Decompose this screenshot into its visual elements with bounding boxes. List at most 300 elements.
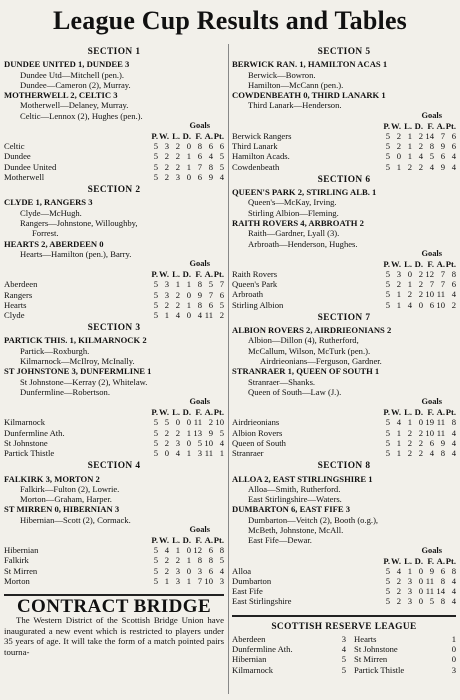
home-score: 5 bbox=[341, 654, 347, 665]
table-cell: 6 bbox=[440, 565, 445, 576]
column-header: D. bbox=[414, 258, 423, 269]
team-name: Raith Rovers bbox=[232, 269, 278, 280]
section-7-block bbox=[232, 313, 456, 458]
table-cell: 4 bbox=[451, 576, 456, 587]
reserve-league-heading: SCOTTISH RESERVE LEAGUE bbox=[271, 621, 417, 632]
table-cell: 1 bbox=[186, 555, 191, 566]
table-cell: 2 bbox=[407, 437, 412, 448]
column-header: W. bbox=[391, 120, 401, 131]
team-name: Dundee United bbox=[4, 161, 57, 172]
away-team: Partick Thistle bbox=[354, 664, 405, 675]
table-row bbox=[232, 634, 456, 644]
scorers-line: Albion—Dillon (4), Rutherford, bbox=[248, 335, 359, 346]
column-header: D. bbox=[414, 555, 423, 566]
table-cell: 5 bbox=[153, 309, 158, 320]
table-cell: 2 bbox=[418, 141, 423, 152]
scorers-line: Kilmarnock—McIlroy, McInally. bbox=[20, 356, 135, 367]
away-team: St Mirren bbox=[354, 654, 388, 665]
table-cell: 0 bbox=[186, 289, 191, 300]
team-name: Clyde bbox=[4, 309, 25, 320]
table-cell: 2 bbox=[396, 141, 401, 152]
table-cell: 1 bbox=[186, 575, 191, 586]
table-cell: 0 bbox=[418, 596, 423, 607]
table-cell: 2 bbox=[407, 161, 412, 172]
table-cell: 1 bbox=[175, 545, 180, 556]
section-8-table bbox=[232, 556, 456, 607]
table-cell: 1 bbox=[396, 427, 401, 438]
home-score: 3 bbox=[341, 633, 347, 644]
table-cell: 8 bbox=[440, 596, 445, 607]
column-header: L. bbox=[172, 535, 180, 546]
team-column-header bbox=[232, 556, 379, 566]
goals-label: Goals bbox=[421, 248, 442, 258]
goals-label: Goals bbox=[189, 259, 210, 269]
table-cell: 6 bbox=[208, 545, 213, 556]
scorers-line: East Fife—Dewar. bbox=[248, 535, 312, 546]
table-row bbox=[232, 566, 456, 576]
table-cell: 1 bbox=[407, 151, 412, 162]
table-cell: 5 bbox=[153, 151, 158, 162]
team-name: Queen's Park bbox=[232, 279, 278, 290]
table-cell: 5 bbox=[385, 269, 390, 280]
column-header: D. bbox=[182, 131, 191, 142]
match-result: COWDENBEATH 0, THIRD LANARK 1 bbox=[232, 90, 386, 101]
table-cell: 3 bbox=[175, 575, 180, 586]
section-7-table bbox=[232, 407, 456, 458]
column-header: L. bbox=[172, 131, 180, 142]
scorers-line: Raith—Gardner, Lyall (3). bbox=[248, 228, 340, 239]
team-name: Motherwell bbox=[4, 171, 45, 182]
table-cell: 5 bbox=[385, 161, 390, 172]
team-name: Berwick Rangers bbox=[232, 130, 292, 141]
table-cell: 0 bbox=[186, 171, 191, 182]
table-row bbox=[4, 545, 224, 555]
scorers-line: Dumbarton—Veitch (2), Booth (o.g.), bbox=[248, 514, 379, 525]
section-2-block bbox=[4, 185, 224, 320]
section-6-table bbox=[232, 259, 456, 310]
column-header: L. bbox=[172, 407, 180, 418]
table-cell: 6 bbox=[440, 151, 445, 162]
section-8-heading: SECTION 8 bbox=[317, 461, 371, 472]
table-cell: 1 bbox=[396, 161, 401, 172]
team-name: Arbroath bbox=[232, 289, 264, 300]
table-cell: 5 bbox=[385, 596, 390, 607]
table-cell: 5 bbox=[153, 448, 158, 459]
table-cell: 0 bbox=[186, 565, 191, 576]
table-cell: 2 bbox=[175, 289, 180, 300]
table-cell: 1 bbox=[407, 417, 412, 428]
goals-label: Goals bbox=[189, 525, 210, 535]
scorers-line: Rangers—Johnstone, Willoughby, bbox=[20, 217, 138, 228]
section-3-block bbox=[4, 323, 224, 458]
column-header: F. bbox=[427, 407, 434, 418]
table-cell: 1 bbox=[186, 279, 191, 290]
table-row bbox=[232, 162, 456, 172]
team-name: Hearts bbox=[4, 299, 27, 310]
team-name: Celtic bbox=[4, 141, 25, 152]
table-cell: 11 bbox=[204, 448, 213, 459]
column-header: W. bbox=[159, 535, 169, 546]
table-cell: 4 bbox=[396, 565, 401, 576]
column-header: Pt. bbox=[213, 269, 224, 280]
table-cell: 4 bbox=[451, 596, 456, 607]
match-result: ST MIRREN 0, HIBERNIAN 3 bbox=[4, 504, 120, 515]
table-cell: 4 bbox=[396, 417, 401, 428]
column-header: L. bbox=[172, 269, 180, 280]
section-4-block bbox=[4, 461, 224, 586]
table-cell: 8 bbox=[208, 161, 213, 172]
scorers-line: Stranraer—Shanks. bbox=[248, 376, 316, 387]
scorers-line: Alloa—Smith, Rutherford. bbox=[248, 483, 341, 494]
table-cell: 2 bbox=[175, 299, 180, 310]
table-cell: 2 bbox=[418, 161, 423, 172]
table-cell: 2 bbox=[219, 309, 224, 320]
team-column-header bbox=[232, 259, 379, 269]
table-cell: 10 bbox=[425, 427, 434, 438]
scorers-line: Hibernian—Scott (2), Cormack. bbox=[20, 514, 131, 525]
table-cell: 3 bbox=[407, 576, 412, 587]
table-cell: 0 bbox=[186, 437, 191, 448]
column-header: P. bbox=[383, 407, 390, 418]
table-cell: 3 bbox=[175, 171, 180, 182]
away-score: 3 bbox=[451, 664, 456, 675]
table-cell: 3 bbox=[175, 437, 180, 448]
table-header-row bbox=[4, 407, 224, 417]
table-cell: 2 bbox=[175, 161, 180, 172]
column-header: W. bbox=[391, 555, 401, 566]
team-name: Dunfermline Ath. bbox=[4, 427, 65, 438]
table-cell: 2 bbox=[418, 289, 423, 300]
scorers-line: Arbroath—Henderson, Hughes. bbox=[248, 238, 358, 249]
table-cell: 5 bbox=[385, 576, 390, 587]
table-cell: 3 bbox=[197, 448, 202, 459]
table-cell: 5 bbox=[385, 279, 390, 290]
table-cell: 2 bbox=[418, 437, 423, 448]
table-cell: 3 bbox=[164, 279, 169, 290]
table-cell: 2 bbox=[164, 299, 169, 310]
table-cell: 6 bbox=[208, 141, 213, 152]
table-cell: 7 bbox=[208, 289, 213, 300]
scorers-line: Hamilton—McCann (pen.). bbox=[248, 79, 344, 90]
table-cell: 9 bbox=[429, 565, 434, 576]
scorers-line: Dundee—Cameron (2), Murray. bbox=[20, 79, 131, 90]
home-team: Dunfermline Ath. bbox=[232, 644, 293, 655]
team-column-header bbox=[232, 407, 379, 417]
table-cell: 1 bbox=[164, 575, 169, 586]
table-cell: 1 bbox=[219, 448, 224, 459]
column-header: F. bbox=[195, 131, 202, 142]
table-cell: 5 bbox=[219, 427, 224, 438]
home-team: Kilmarnock bbox=[232, 664, 274, 675]
page-headline: League Cup Results and Tables bbox=[52, 6, 408, 35]
column-header: L. bbox=[404, 120, 412, 131]
table-cell: 0 bbox=[407, 269, 412, 280]
table-cell: 19 bbox=[425, 417, 434, 428]
team-column-header bbox=[4, 407, 147, 417]
match-result: ALLOA 2, EAST STIRLINGSHIRE 1 bbox=[232, 473, 373, 484]
scorers-line: St Johnstone—Kerray (2), Whitelaw. bbox=[20, 376, 148, 387]
table-cell: 5 bbox=[153, 171, 158, 182]
column-header: A. bbox=[436, 407, 445, 418]
table-cell: 7 bbox=[440, 279, 445, 290]
column-header: D. bbox=[182, 269, 191, 280]
team-name: Dumbarton bbox=[232, 576, 272, 587]
table-cell: 6 bbox=[451, 279, 456, 290]
table-cell: 9 bbox=[208, 427, 213, 438]
scorers-line: Hearts—Hamilton (pen.), Barry. bbox=[20, 248, 132, 259]
table-cell: 2 bbox=[418, 130, 423, 141]
table-cell: 5 bbox=[385, 586, 390, 597]
table-cell: 4 bbox=[175, 309, 180, 320]
column-header: F. bbox=[195, 535, 202, 546]
section-2-heading: SECTION 2 bbox=[87, 185, 141, 196]
table-header-row bbox=[232, 407, 456, 417]
table-cell: 11 bbox=[436, 427, 445, 438]
table-cell: 4 bbox=[219, 171, 224, 182]
table-cell: 4 bbox=[418, 151, 423, 162]
table-cell: 4 bbox=[429, 161, 434, 172]
table-row bbox=[232, 269, 456, 279]
table-cell: 1 bbox=[396, 448, 401, 459]
match-result: PARTICK THIS. 1, KILMARNOCK 2 bbox=[4, 335, 147, 346]
match-result: FALKIRK 3, MORTON 2 bbox=[4, 473, 100, 484]
table-cell: 11 bbox=[425, 576, 434, 587]
table-cell: 8 bbox=[440, 576, 445, 587]
column-header: Pt. bbox=[213, 131, 224, 142]
table-cell: 6 bbox=[219, 289, 224, 300]
section-7-heading: SECTION 7 bbox=[317, 312, 371, 323]
table-row bbox=[4, 438, 224, 448]
scorers-line: Forrest. bbox=[32, 228, 59, 239]
home-score: 4 bbox=[341, 644, 347, 655]
away-score: 1 bbox=[451, 633, 456, 644]
table-cell: 3 bbox=[164, 289, 169, 300]
table-cell: 2 bbox=[175, 151, 180, 162]
table-row bbox=[4, 555, 224, 565]
reserve-league-table bbox=[232, 634, 456, 675]
table-cell: 5 bbox=[219, 161, 224, 172]
table-cell: 1 bbox=[396, 289, 401, 300]
table-row bbox=[4, 576, 224, 586]
column-header: D. bbox=[414, 407, 423, 418]
home-score: 5 bbox=[341, 664, 347, 675]
table-row bbox=[4, 300, 224, 310]
table-row bbox=[4, 141, 224, 151]
scorers-line: Partick—Roxburgh. bbox=[20, 345, 90, 356]
table-cell: 0 bbox=[396, 151, 401, 162]
scorers-line: McBeth, Johnstone, McAll. bbox=[248, 525, 344, 536]
column-header: Pt. bbox=[213, 407, 224, 418]
table-cell: 10 bbox=[204, 575, 213, 586]
table-row bbox=[4, 448, 224, 458]
section-5-table bbox=[232, 121, 456, 172]
table-cell: 7 bbox=[440, 130, 445, 141]
column-header: A. bbox=[204, 269, 213, 280]
table-cell: 3 bbox=[175, 565, 180, 576]
team-name: Partick Thistle bbox=[4, 448, 55, 459]
column-header: W. bbox=[391, 258, 401, 269]
section-4-heading: SECTION 4 bbox=[87, 461, 141, 472]
table-cell: 9 bbox=[440, 141, 445, 152]
team-name: Falkirk bbox=[4, 555, 29, 566]
table-cell: 11 bbox=[436, 289, 445, 300]
column-header: W. bbox=[159, 269, 169, 280]
table-cell: 4 bbox=[451, 586, 456, 597]
scorers-line: Airdrieonians—Ferguson, Gardner. bbox=[260, 356, 382, 367]
table-row bbox=[232, 151, 456, 161]
table-cell: 5 bbox=[153, 545, 158, 556]
table-cell: 8 bbox=[451, 417, 456, 428]
table-cell: 4 bbox=[451, 151, 456, 162]
table-cell: 2 bbox=[396, 576, 401, 587]
table-cell: 5 bbox=[164, 417, 169, 428]
team-column-header bbox=[4, 535, 147, 545]
table-cell: 5 bbox=[219, 151, 224, 162]
team-name: Hamilton Acads. bbox=[232, 151, 290, 162]
section-2-table bbox=[4, 269, 224, 320]
table-cell: 7 bbox=[197, 575, 202, 586]
table-cell: 6 bbox=[197, 171, 202, 182]
scorers-line: Third Lanark—Henderson. bbox=[248, 100, 342, 111]
team-name: Cowdenbeath bbox=[232, 161, 280, 172]
table-cell: 5 bbox=[153, 575, 158, 586]
column-header: P. bbox=[383, 555, 390, 566]
scorers-line: McCallum, Wilson, McTurk (pen.). bbox=[248, 345, 371, 356]
table-cell: 5 bbox=[153, 555, 158, 566]
table-cell: 8 bbox=[440, 448, 445, 459]
table-cell: 9 bbox=[208, 171, 213, 182]
section-1-block bbox=[4, 47, 224, 182]
table-cell: 11 bbox=[436, 417, 445, 428]
right-column bbox=[232, 44, 456, 677]
column-header: P. bbox=[151, 407, 158, 418]
table-cell: 0 bbox=[186, 545, 191, 556]
goals-label: Goals bbox=[421, 110, 442, 120]
column-header: Pt. bbox=[213, 535, 224, 546]
table-cell: 1 bbox=[407, 279, 412, 290]
table-header-row bbox=[4, 535, 224, 545]
section-6-block bbox=[232, 175, 456, 310]
table-cell: 5 bbox=[429, 596, 434, 607]
away-team: St Johnstone bbox=[354, 644, 398, 655]
table-cell: 11 bbox=[193, 417, 202, 428]
team-name: Rangers bbox=[4, 289, 33, 300]
team-name: Albion Rovers bbox=[232, 427, 283, 438]
scorers-line: Stirling Albion—Fleming. bbox=[248, 207, 339, 218]
goals-label: Goals bbox=[421, 545, 442, 555]
column-header: P. bbox=[151, 131, 158, 142]
table-cell: 2 bbox=[396, 596, 401, 607]
table-cell: 2 bbox=[175, 427, 180, 438]
table-cell: 8 bbox=[429, 141, 434, 152]
column-header: D. bbox=[182, 407, 191, 418]
table-cell: 4 bbox=[219, 565, 224, 576]
scorers-line: Dunfermline—Robertson. bbox=[20, 386, 110, 397]
table-cell: 0 bbox=[164, 448, 169, 459]
table-cell: 3 bbox=[407, 596, 412, 607]
team-column-header bbox=[232, 121, 379, 131]
table-cell: 5 bbox=[208, 279, 213, 290]
table-cell: 3 bbox=[219, 575, 224, 586]
section-1-heading: SECTION 1 bbox=[87, 47, 141, 57]
table-row bbox=[4, 279, 224, 289]
column-header: Pt. bbox=[445, 258, 456, 269]
away-score: 0 bbox=[451, 644, 456, 655]
column-header: P. bbox=[383, 120, 390, 131]
match-result: QUEEN'S PARK 2, STIRLING ALB. 1 bbox=[232, 187, 377, 198]
table-cell: 7 bbox=[219, 279, 224, 290]
table-cell: 10 bbox=[425, 289, 434, 300]
section-3-table bbox=[4, 407, 224, 458]
team-name: Kilmarnock bbox=[4, 417, 46, 428]
bridge-headline: CONTRACT BRIDGE bbox=[16, 596, 212, 618]
table-cell: 4 bbox=[219, 437, 224, 448]
reserve-league-block bbox=[232, 615, 456, 675]
table-row bbox=[232, 576, 456, 586]
table-header-row bbox=[232, 121, 456, 131]
table-cell: 5 bbox=[219, 299, 224, 310]
table-row bbox=[232, 596, 456, 606]
table-cell: 6 bbox=[451, 141, 456, 152]
team-name: Third Lanark bbox=[232, 141, 278, 152]
team-name: Airdrieonians bbox=[232, 417, 280, 428]
scorers-line: Berwick—Bowron. bbox=[248, 69, 316, 80]
column-header: P. bbox=[151, 269, 158, 280]
table-cell: 7 bbox=[440, 269, 445, 280]
team-column-header bbox=[4, 269, 147, 279]
table-cell: 2 bbox=[175, 555, 180, 566]
column-header: A. bbox=[204, 535, 213, 546]
table-cell: 2 bbox=[418, 448, 423, 459]
table-cell: 5 bbox=[153, 299, 158, 310]
table-cell: 8 bbox=[197, 555, 202, 566]
table-cell: 5 bbox=[153, 417, 158, 428]
table-cell: 1 bbox=[186, 151, 191, 162]
table-row bbox=[232, 438, 456, 448]
scorers-line: Celtic—Lennox (2), Hughes (pen.). bbox=[20, 110, 143, 121]
table-cell: 5 bbox=[385, 130, 390, 141]
team-name: St Mirren bbox=[4, 565, 38, 576]
table-cell: 4 bbox=[451, 161, 456, 172]
table-row bbox=[232, 654, 456, 664]
match-result: ST JOHNSTONE 3, DUNFERMLINE 1 bbox=[4, 366, 152, 377]
table-cell: 9 bbox=[440, 437, 445, 448]
table-cell: 5 bbox=[197, 437, 202, 448]
column-header: W. bbox=[391, 407, 401, 418]
column-header: Pt. bbox=[445, 407, 456, 418]
team-name: Stranraer bbox=[232, 448, 264, 459]
table-header-row bbox=[4, 269, 224, 279]
table-cell: 8 bbox=[219, 545, 224, 556]
table-cell: 2 bbox=[164, 151, 169, 162]
table-cell: 4 bbox=[429, 448, 434, 459]
column-header: D. bbox=[414, 120, 423, 131]
table-header-row bbox=[4, 131, 224, 141]
table-cell: 7 bbox=[197, 161, 202, 172]
table-cell: 2 bbox=[164, 427, 169, 438]
column-header: A. bbox=[436, 258, 445, 269]
team-name: Stirling Albion bbox=[232, 299, 284, 310]
away-team: Hearts bbox=[354, 633, 377, 644]
table-cell: 1 bbox=[186, 161, 191, 172]
table-cell: 10 bbox=[436, 299, 445, 310]
table-row bbox=[4, 417, 224, 427]
section-8-block bbox=[232, 461, 456, 606]
column-header: Pt. bbox=[445, 120, 456, 131]
table-cell: 1 bbox=[396, 299, 401, 310]
table-row bbox=[4, 162, 224, 172]
table-cell: 0 bbox=[418, 586, 423, 597]
